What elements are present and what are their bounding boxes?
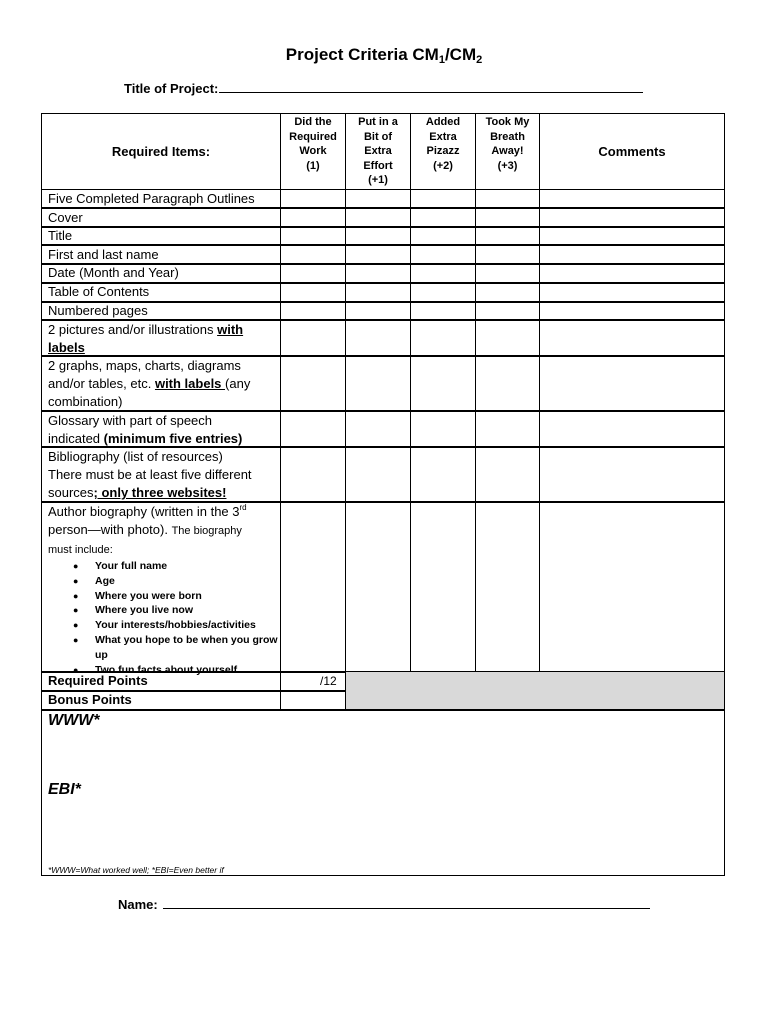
bonus-points-label: Bonus Points [48,692,132,707]
ebi-label: EBI* [48,781,81,798]
item-table-of-contents: Table of Contents [48,284,150,299]
item-author-biography: Author biography (written in the 3rd person—with photo). The biography must include: ● Your full name ● Age ● Where you were born ● Where you live now ● Your interests/hobbies/activities ● What you hope to be when you grow up ● Two fun facts about yourself [48,503,278,676]
col-header-required-work: Did the Required Work (1) [289,116,337,172]
item-bibliography: Bibliography (list of resources) There must be at least five different sources; only three websites! [48,449,252,500]
list-item: ● Two fun facts about yourself [73,663,238,676]
comments-header: Comments [598,144,666,159]
project-title-blank[interactable] [219,81,643,93]
biography-requirements-list [48,559,278,677]
required-items-header: Required Items: [111,144,211,159]
www-label: WWW* [48,712,100,729]
item-first-last-name: First and last name [48,247,159,262]
list-item: ● Your full name [73,560,168,572]
list-item: ● Age [73,574,115,587]
list-item: ● What you hope to be when you grow up [73,633,278,661]
project-title-label: Title of Project: [124,81,219,96]
list-item: ● Where you were born [73,589,202,602]
col-divider [539,114,540,672]
page-title: Project Criteria $CM_1/CM_2$ [285,45,483,66]
item-date: Date (Month and Year) [48,265,179,280]
row-divider [42,709,724,711]
col-divider [345,114,346,710]
item-outlines: Five Completed Paragraph Outlines [48,191,255,206]
item-glossary: Glossary with part of speech indicated (minimum five entries) [48,413,243,446]
shaded-area [346,672,724,709]
footnote: *WWW=What worked well; *EBI=Even better if [48,865,224,875]
item-numbered-pages: Numbered pages [48,303,148,318]
col-divider [475,114,476,672]
project-title-field[interactable] [124,81,643,96]
required-points-value[interactable]: /12 [320,674,337,688]
col-divider [280,114,281,710]
name-label: Name: [118,897,158,912]
item-title: Title [48,228,73,243]
col-header-breath-away: Took My Breath Away! (+3) [485,116,530,172]
name-blank[interactable] [163,897,650,909]
list-item: ● Where you live now [73,604,194,617]
col-header-extra-pizazz: Added Extra Pizazz (+2) [425,116,461,172]
list-item: ● Your interests/hobbies/activities [73,619,256,632]
col-header-extra-effort: Put in a Bit of Extra Effort (+1) [358,116,398,187]
item-cover: Cover [48,210,83,225]
item-graphs: 2 graphs, maps, charts, diagrams and/or tables, etc. with labels (any combination) [48,358,251,409]
item-pictures: 2 pictures and/or illustrations with labels [48,322,244,355]
criteria-table [41,113,725,876]
name-field[interactable] [118,897,650,912]
col-divider [410,114,411,672]
required-points-label: Required Points [48,673,148,688]
